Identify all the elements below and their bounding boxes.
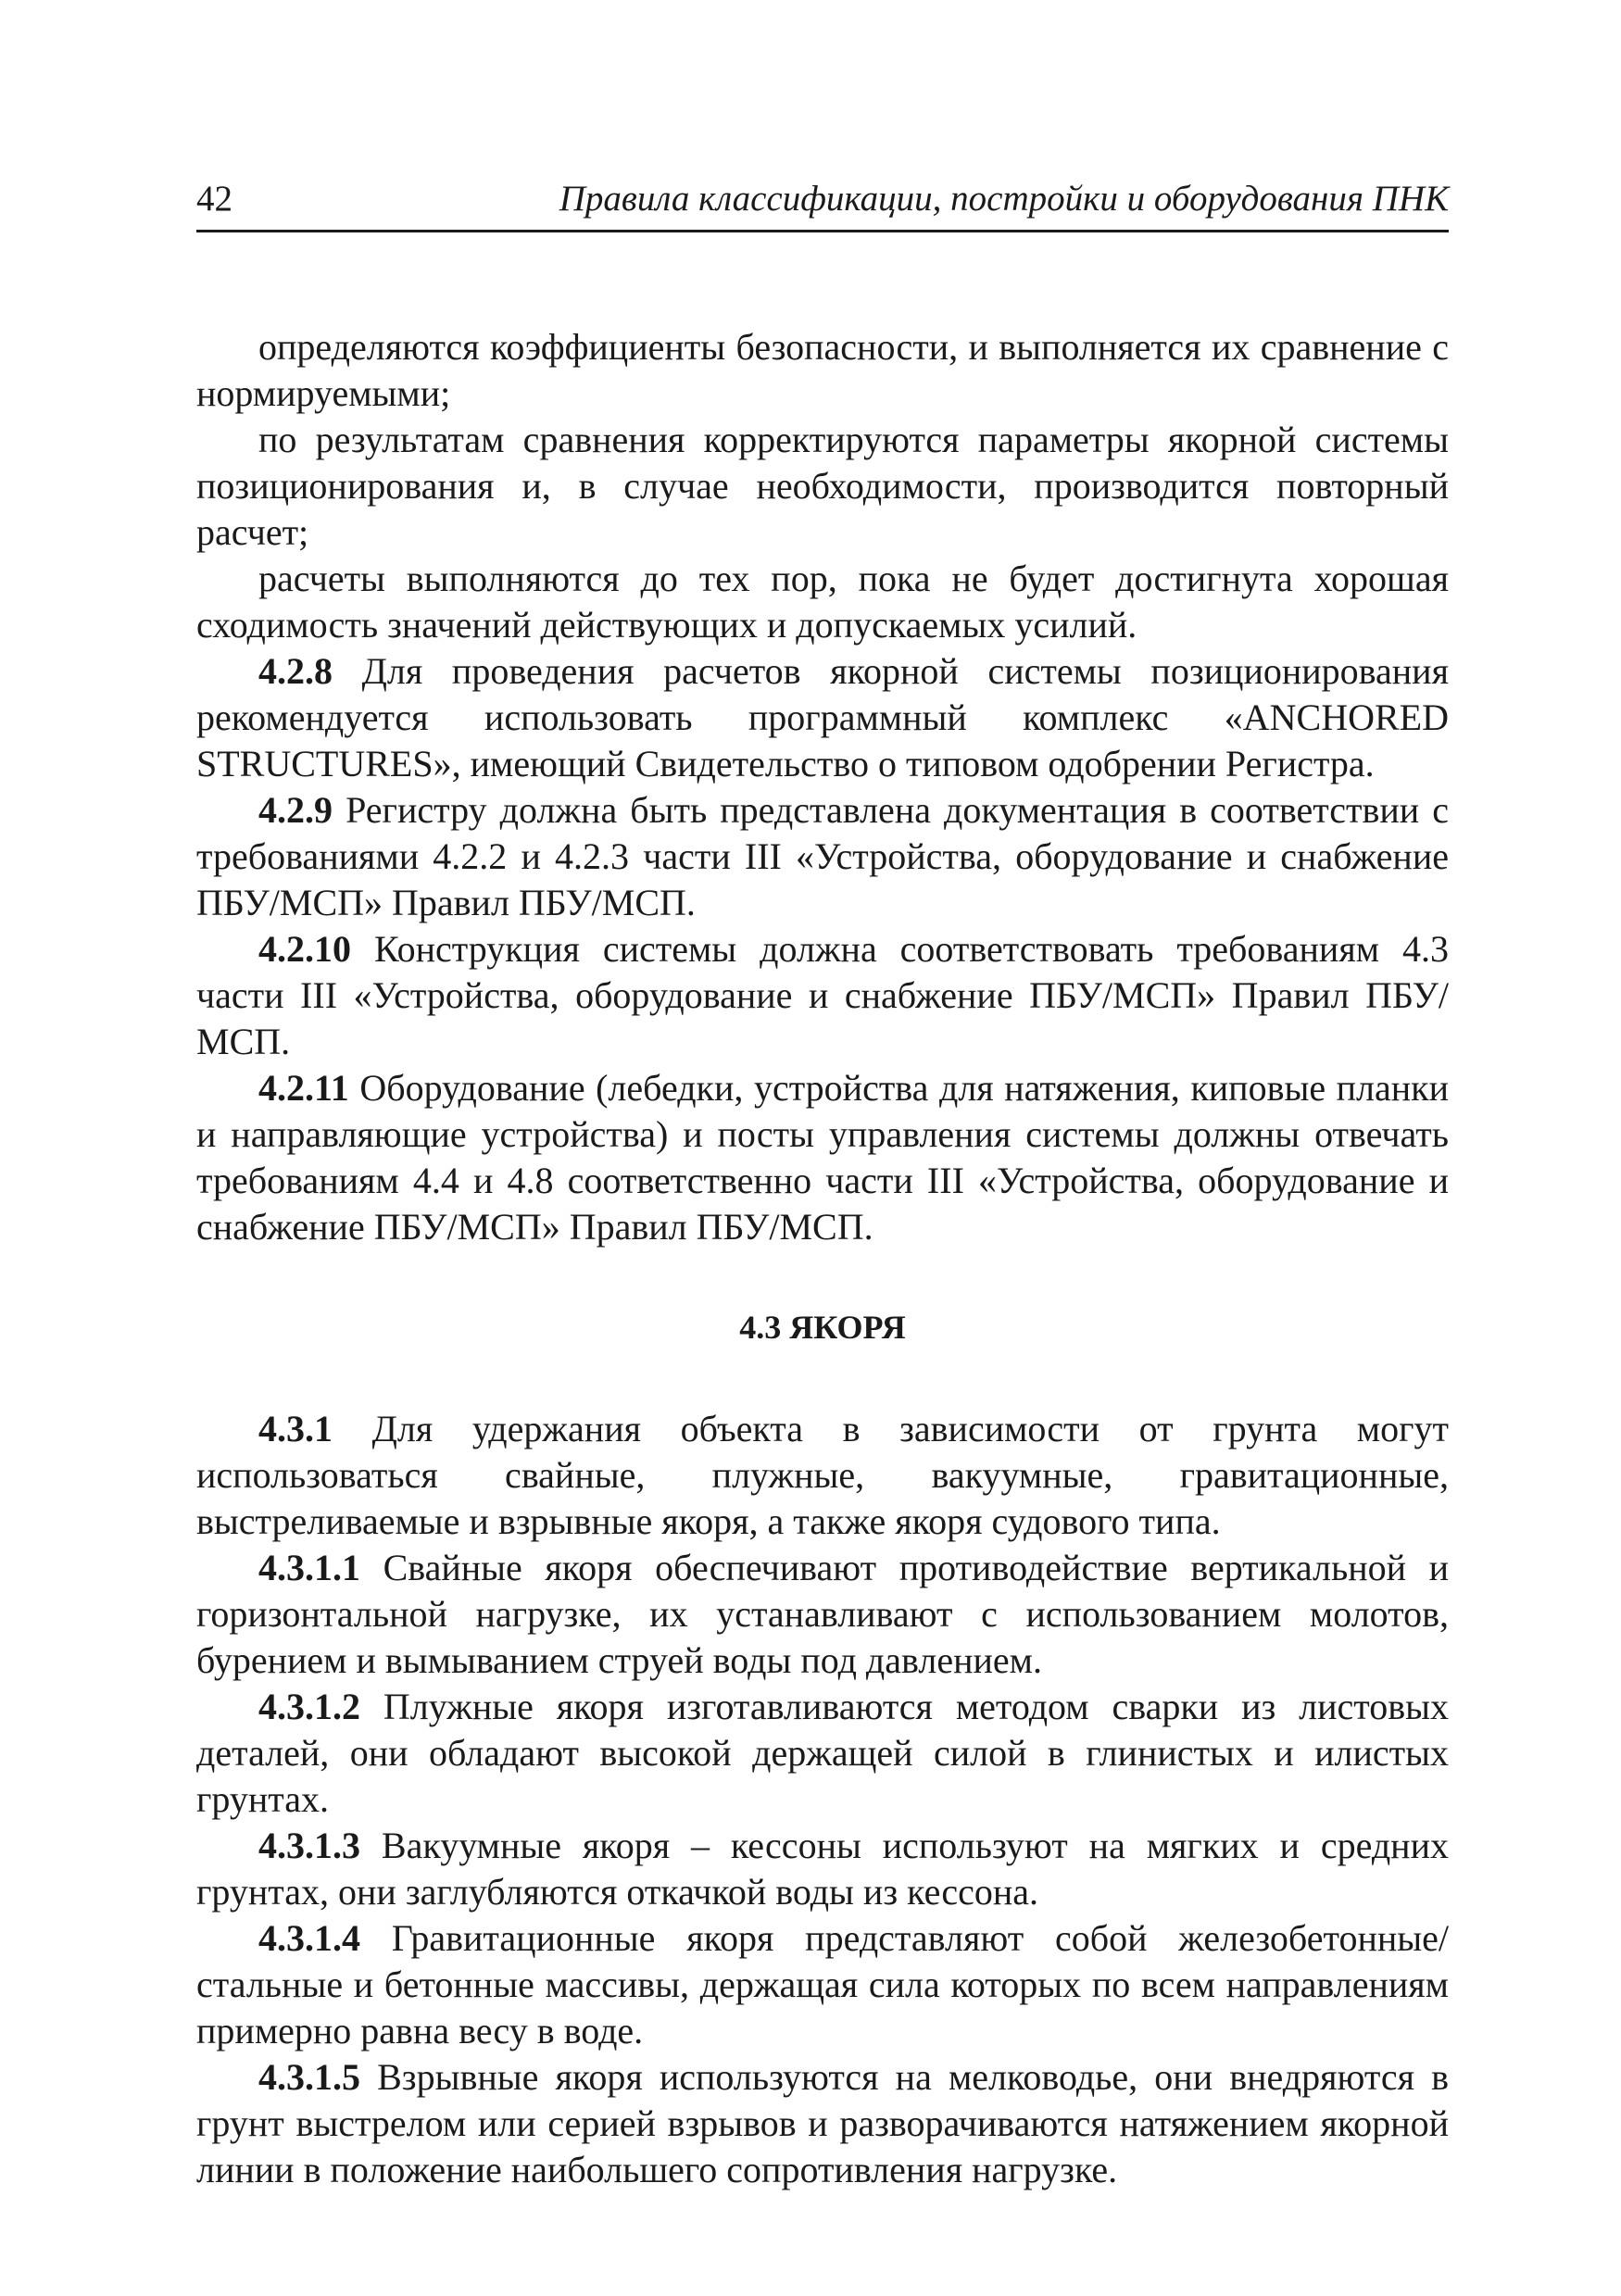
clause-number: 4.3.1.1	[258, 1547, 360, 1588]
running-title: Правила классификации, постройки и оборудования ПНК	[559, 179, 1449, 219]
paragraph: 4.3.1.1 Свайные якоря обеспечивают противодействие вертикальной и горизонтальной нагрузке, их устанавливают с использованием молотов, бурением и вымыванием струей воды под давлением.	[196, 1547, 1449, 1681]
section-title: 4.3 ЯКОРЯ	[739, 1309, 906, 1346]
clause-number: 4.3.1.4	[258, 1917, 360, 1959]
clause-number: 4.3.1.5	[258, 2056, 360, 2098]
paragraph: 4.3.1.2 Плужные якоря изготавливаются методом сварки из листовых деталей, они обладают высокой держащей силой в глинистых и илистых грунтах.	[196, 1686, 1449, 1820]
paragraph: 4.3.1.4 Гравитационные якоря представляют собой железобетонные/стальные и бетонные массивы, держащая сила которых по всем направлениям примерно равна весу в воде.	[196, 1917, 1449, 2051]
paragraph: по результатам сравнения корректируются параметры якорной системы позиционирования и, в случае необходимости, производится повторный расчет;	[196, 419, 1449, 553]
clause-number: 4.2.8	[258, 650, 333, 692]
paragraph: 4.3.1.3 Вакуумные якоря – кессоны используют на мягких и средних грунтах, они заглубляются откачкой воды из кессона.	[196, 1825, 1449, 1913]
paragraph: 4.2.8 Для проведения расчетов якорной системы позиционирования рекомендуется использовать программный комплекс «ANCHORED STRUCTURES», имеющий Свидетельство о типовом одобрении Регистра.	[196, 650, 1449, 784]
paragraph: 4.3.1 Для удержания объекта в зависимости от грунта могут использоваться свайные, плужные, вакуумные, гравитационные, выстреливаемые и взрывные якоря, а также якоря судового типа.	[196, 1408, 1449, 1542]
paragraph: 4.2.11 Оборудование (лебедки, устройства для натяжения, киповые планки и направляющие устройства) и посты управления системы должны отвечать требованиям 4.4 и 4.8 соответственно части III «Устройства, оборудование и снабжение ПБУ/МСП» Правил ПБУ/МСП.	[196, 1067, 1449, 1248]
clause-number: 4.3.1.3	[258, 1825, 360, 1866]
clause-number: 4.2.10	[258, 928, 351, 970]
paragraph: определяются коэффициенты безопасности, и выполняется их сравнение с нормируемыми;	[196, 326, 1449, 414]
clause-number: 4.3.1.2	[258, 1686, 360, 1727]
paragraph: 4.2.10 Конструкция системы должна соответствовать требованиям 4.3 части III «Устройства, оборудование и снабжение ПБУ/МСП» Правил ПБУ/МСП.	[196, 928, 1449, 1062]
paragraph: 4.2.9 Регистру должна быть представлена документация в соответствии с требованиями 4.2.2 и 4.2.3 части III «Устройства, оборудование и снабжение ПБУ/МСП» Правил ПБУ/МСП.	[196, 789, 1449, 923]
paragraph: расчеты выполняются до тех пор, пока не будет достигнута хорошая сходимость значений действующих и допускаемых усилий.	[196, 558, 1449, 646]
paragraph: 4.3.1.5 Взрывные якоря используются на мелководье, они внедряются в грунт выстрелом или серией взрывов и разворачиваются натяжением якорной линии в положение наибольшего сопротивления нагрузке.	[196, 2056, 1449, 2190]
page-number: 42	[196, 179, 232, 219]
clause-number: 4.2.9	[258, 789, 333, 831]
page-body	[196, 324, 1449, 2193]
page-header	[196, 174, 1449, 232]
clause-number: 4.3.1	[258, 1408, 333, 1449]
clause-number: 4.2.11	[258, 1067, 349, 1109]
